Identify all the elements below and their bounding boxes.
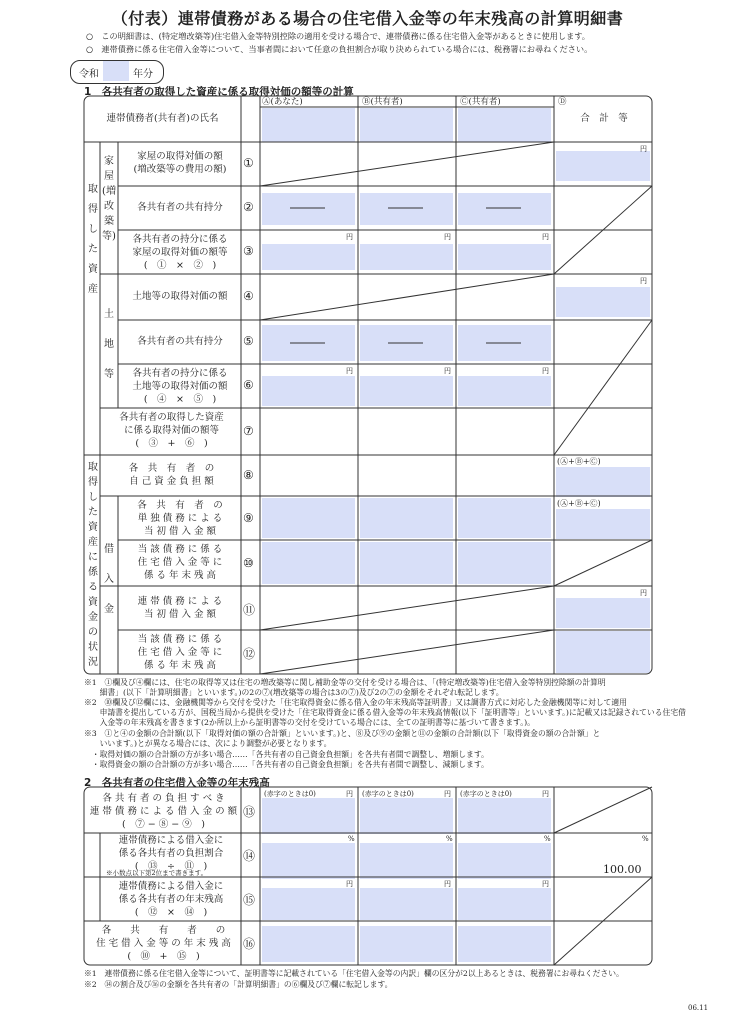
sum-abc-label: (Ⓐ+Ⓑ+Ⓒ) — [557, 457, 601, 466]
row9-label: 各 共 有 者 の 単 独 債 務 に よ る 当 初 借 入 金 額 — [137, 500, 223, 537]
yen-unit: 円 — [542, 367, 549, 375]
pct-unit: % — [446, 835, 453, 843]
footnote1-line5: 入金等の年末残高を書きます(2か所以上から証明書等の交付を受けている場合には、全ての証明書等に基づいて書きます。)。 — [84, 718, 535, 727]
side-fund-status: 取 得 し た 資 産 に 係 る 資 金 の 状 況 — [88, 462, 98, 668]
row11-number: ⑪ — [243, 603, 256, 617]
total-ratio-value: 100.00 — [603, 863, 642, 876]
yen-unit: 円 — [346, 367, 353, 375]
note-ratio: ○ 連帯債務に係る住宅借入金等について、当事者間において任意の負担割合が取り決められている場合には、税務署にお尋ねください。 — [86, 44, 593, 54]
row13-number: ⑬ — [243, 805, 256, 819]
note-usage: ○ この明細書は、(特定増改築等)住宅借入金等特別控除の適用を受ける場合で、連帯債務に係る住宅借入金等があるときに使用します。 — [86, 31, 590, 41]
row16-number: ⑯ — [243, 937, 256, 951]
row1-number: ① — [243, 156, 254, 170]
yen-unit: 円 — [346, 880, 353, 888]
section2-heading: 2 各共有者の住宅借入金等の年末残高 — [84, 777, 270, 789]
col-c-header: Ⓒ(共有者) — [460, 97, 501, 107]
side-house: 家 屋 (増 改 築 等) — [102, 156, 116, 242]
row13-label: 各 共 有 者 の 負 担 す べ き 連 帯 債 務 に よ る 借 入 金 の 額 ( ⑦ − ⑧ − ⑨ ) — [89, 793, 238, 830]
row8-number: ⑧ — [243, 468, 254, 482]
yen-unit: 円 — [640, 589, 647, 597]
col-total-header: 合 計 等 — [580, 113, 628, 124]
section1-heading: 1 各共有者の取得した資産に係る取得対価の額等の計算 — [84, 86, 354, 98]
yen-unit: 円 — [444, 790, 451, 798]
footnote2-line2: ※2 ⑭の割合及び⑯の金額を各共有者の「計算明細書」の⑥欄及び⑦欄に転記します。 — [84, 980, 393, 989]
row4-number: ④ — [243, 289, 254, 303]
row3-number: ③ — [243, 244, 254, 258]
yen-unit: 円 — [542, 233, 549, 241]
row5-label: 各共有者の共有持分 — [137, 336, 223, 347]
footnote1-line9: ・取得資金の額の合計額の方が多い場合……「各共有者の自己資金負担額」を各共有者間で調整し、減額します。 — [84, 760, 489, 769]
yen-unit: 円 — [346, 790, 353, 798]
neg-zero-note: (赤字のときは0) — [460, 790, 512, 798]
side-loan: 借 入 金 — [104, 544, 114, 615]
row2-number: ② — [243, 200, 254, 214]
row1-label: 家屋の取得対価の額 (増改築等の費用の額) — [133, 151, 227, 175]
row14-label: 連帯債務による借入金に 係る各共有者の負担割合 ( ⑬ ÷ ⑪ ) — [118, 835, 224, 872]
row8-label: 各 共 有 者 の 自 己 資 金 負 担 額 — [128, 463, 215, 487]
decimal-note: ※小数点以下第2位まで書きます。 — [106, 869, 208, 877]
yen-unit: 円 — [542, 790, 549, 798]
yen-unit: 円 — [640, 277, 647, 285]
yen-unit: 円 — [444, 367, 451, 375]
col-a-header: Ⓐ(あなた) — [262, 97, 303, 107]
yen-unit: 円 — [542, 880, 549, 888]
footnote1-line2: 細書」(以下「計算明細書」といいます。)の2の⑦(増改築等の場合は3の⑦)及び2の⑦の金額をそれぞれ転記します。 — [84, 688, 504, 697]
yen-unit: 円 — [444, 233, 451, 241]
sum-abc-label: (Ⓐ+Ⓑ+Ⓒ) — [557, 499, 601, 508]
row16-label: 各 共 有 者 の 住 宅 借 入 金 等 の 年 末 残 高 ( ⑩ + ⑮ ) — [96, 925, 231, 962]
row14-number: ⑭ — [243, 849, 256, 863]
footnote1-line8: ・取得対価の額の合計額の方が多い場合……「各共有者の自己資金負担額」を各共有者間で調整し、増額します。 — [84, 750, 489, 759]
neg-zero-note: (赤字のときは0) — [264, 790, 316, 798]
row11-label: 連 帯 債 務 に よ る 当 初 借 入 金 額 — [137, 596, 223, 620]
name-row-label: 連帯債務者(共有者)の氏名 — [106, 113, 219, 124]
row15-number: ⑮ — [243, 893, 256, 907]
row6-number: ⑥ — [243, 378, 254, 392]
footnote1-line4: 申請書を提出している方が、国税当局から提供を受けた「住宅取得資金に係る借入金等の年末残高情報(以下「証明書等」といいます。)に記載又は記録されている住宅借 — [84, 708, 686, 717]
yen-unit: 円 — [444, 880, 451, 888]
row7-label: 各共有者の取得した資産 に係る取得対価の額等 ( ③ + ⑥ ) — [119, 412, 224, 449]
era-prefix: 令和 — [79, 69, 99, 80]
side-land: 土 地 等 — [104, 309, 114, 380]
footnote1-line7: いいます。)とが異なる場合には、次により調整が必要となります。 — [84, 739, 332, 748]
col-d-header: Ⓓ — [558, 97, 567, 107]
side-acquired-assets: 取 得 し た 資 産 — [88, 184, 98, 295]
page-title: （付表）連帯債務がある場合の住宅借入金等の年末残高の計算明細書 — [111, 9, 624, 28]
footnote1-line1: ※1 ①欄及び④欄には、住宅の取得等又は住宅の増改築等に関し補助金等の交付を受ける場合は、「(特定増改築等)住宅借入金等特別控除額の計算明 — [84, 678, 606, 687]
row12-label: 当 該 債 務 に 係 る 住 宅 借 入 金 等 に 係 る 年 末 残 高 — [137, 634, 223, 671]
footnote1-line3: ※2 ⑩欄及び⑫欄には、金融機関等から交付を受けた「住宅取得資金に係る借入金の年末残高等証明書」又は調書方式に対応した金融機関等に対して適用 — [84, 698, 627, 707]
neg-zero-note: (赤字のときは0) — [362, 790, 414, 798]
form-code: 06.11 — [688, 1004, 709, 1012]
col-b-header: Ⓑ(共有者) — [362, 97, 403, 107]
row9-number: ⑨ — [243, 511, 254, 525]
pct-unit: % — [642, 835, 649, 843]
yen-unit: 円 — [640, 145, 647, 153]
pct-unit: % — [544, 835, 551, 843]
row12-number: ⑫ — [243, 647, 256, 661]
yen-unit: 円 — [346, 233, 353, 241]
row6-label: 各共有者の持分に係る 土地等の取得対価の額 ( ④ × ⑤ ) — [132, 368, 228, 405]
row10-number: ⑩ — [243, 556, 254, 570]
footnote1-line6: ※3 ①と④の金額の合計額(以下「取得対価の額の合計額」といいます。)と、⑧及び⑨の金額と⑪の金額の合計額(以下「取得資金の額の合計額」と — [84, 729, 601, 738]
pct-unit: % — [348, 835, 355, 843]
footnote2-line1: ※1 連帯債務に係る住宅借入金等について、証明書等に記載されている「住宅借入金等の内訳」欄の区分が2以上あるときは、税務署にお尋ねください。 — [84, 969, 624, 978]
row7-number: ⑦ — [243, 424, 254, 438]
row15-label: 連帯債務による借入金に 係る各共有者の年末残高 ( ⑫ × ⑭ ) — [118, 881, 224, 918]
row4-label: 土地等の取得対価の額 — [132, 291, 228, 302]
row5-number: ⑤ — [243, 334, 254, 348]
row2-label: 各共有者の共有持分 — [137, 202, 223, 213]
row3-label: 各共有者の持分に係る 家屋の取得対価の額等 ( ① × ② ) — [132, 234, 228, 271]
row10-label: 当 該 債 務 に 係 る 住 宅 借 入 金 等 に 係 る 年 末 残 高 — [137, 544, 223, 581]
era-suffix: 年分 — [133, 69, 153, 80]
